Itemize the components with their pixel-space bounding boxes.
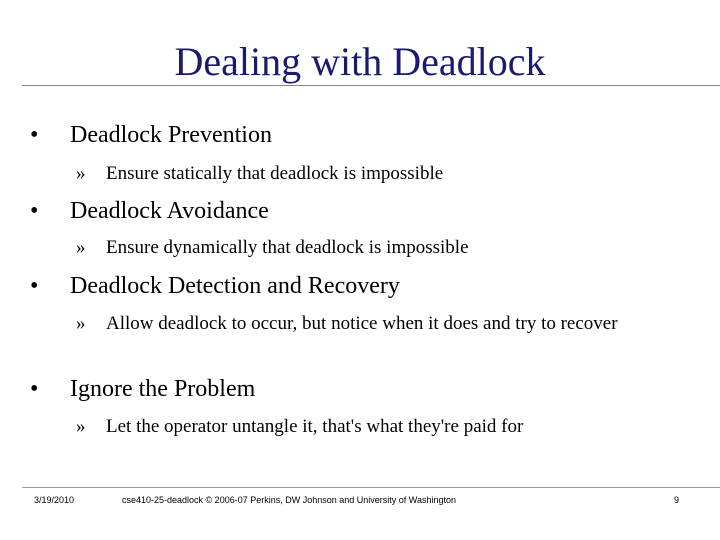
sub-bullet-item xyxy=(76,162,686,186)
bullet-item xyxy=(30,271,400,301)
bullet-label: Ignore the Problem xyxy=(70,376,256,402)
sub-bullet-icon: » xyxy=(76,163,86,184)
footer-divider xyxy=(22,487,720,488)
bullet-label: Deadlock Prevention xyxy=(70,122,272,148)
sub-bullet-text: Allow deadlock to occur, but notice when it does and try to recover xyxy=(106,313,618,334)
bullet-icon: • xyxy=(30,198,39,224)
footer-caption: cse410-25-deadlock © 2006-07 Perkins, DW Johnson and University of Washington xyxy=(122,495,456,505)
bullet-item xyxy=(30,374,255,404)
sub-bullet-text: Ensure statically that deadlock is impossible xyxy=(106,163,444,184)
bullet-icon: • xyxy=(30,376,39,402)
bullet-item xyxy=(30,120,272,150)
sub-bullet-item xyxy=(76,415,686,439)
bullet-label: Deadlock Avoidance xyxy=(70,198,269,224)
sub-bullet-text: Let the operator untangle it, that's what they're paid for xyxy=(106,416,524,437)
footer-date: 3/19/2010 xyxy=(34,495,75,505)
bullet-item xyxy=(30,196,269,226)
sub-bullet-icon: » xyxy=(76,313,86,334)
sub-bullet-icon: » xyxy=(76,416,86,437)
sub-bullet-icon: » xyxy=(76,237,86,258)
bullet-icon: • xyxy=(30,122,39,148)
slide-title: Dealing with Deadlock xyxy=(174,39,546,84)
bullet-icon: • xyxy=(30,273,39,299)
sub-bullet-item xyxy=(76,236,686,260)
sub-bullet-item xyxy=(76,312,686,336)
footer-page-number: 9 xyxy=(674,495,680,505)
sub-bullet-text: Ensure dynamically that deadlock is impossible xyxy=(106,237,469,258)
bullet-label: Deadlock Detection and Recovery xyxy=(70,273,400,299)
